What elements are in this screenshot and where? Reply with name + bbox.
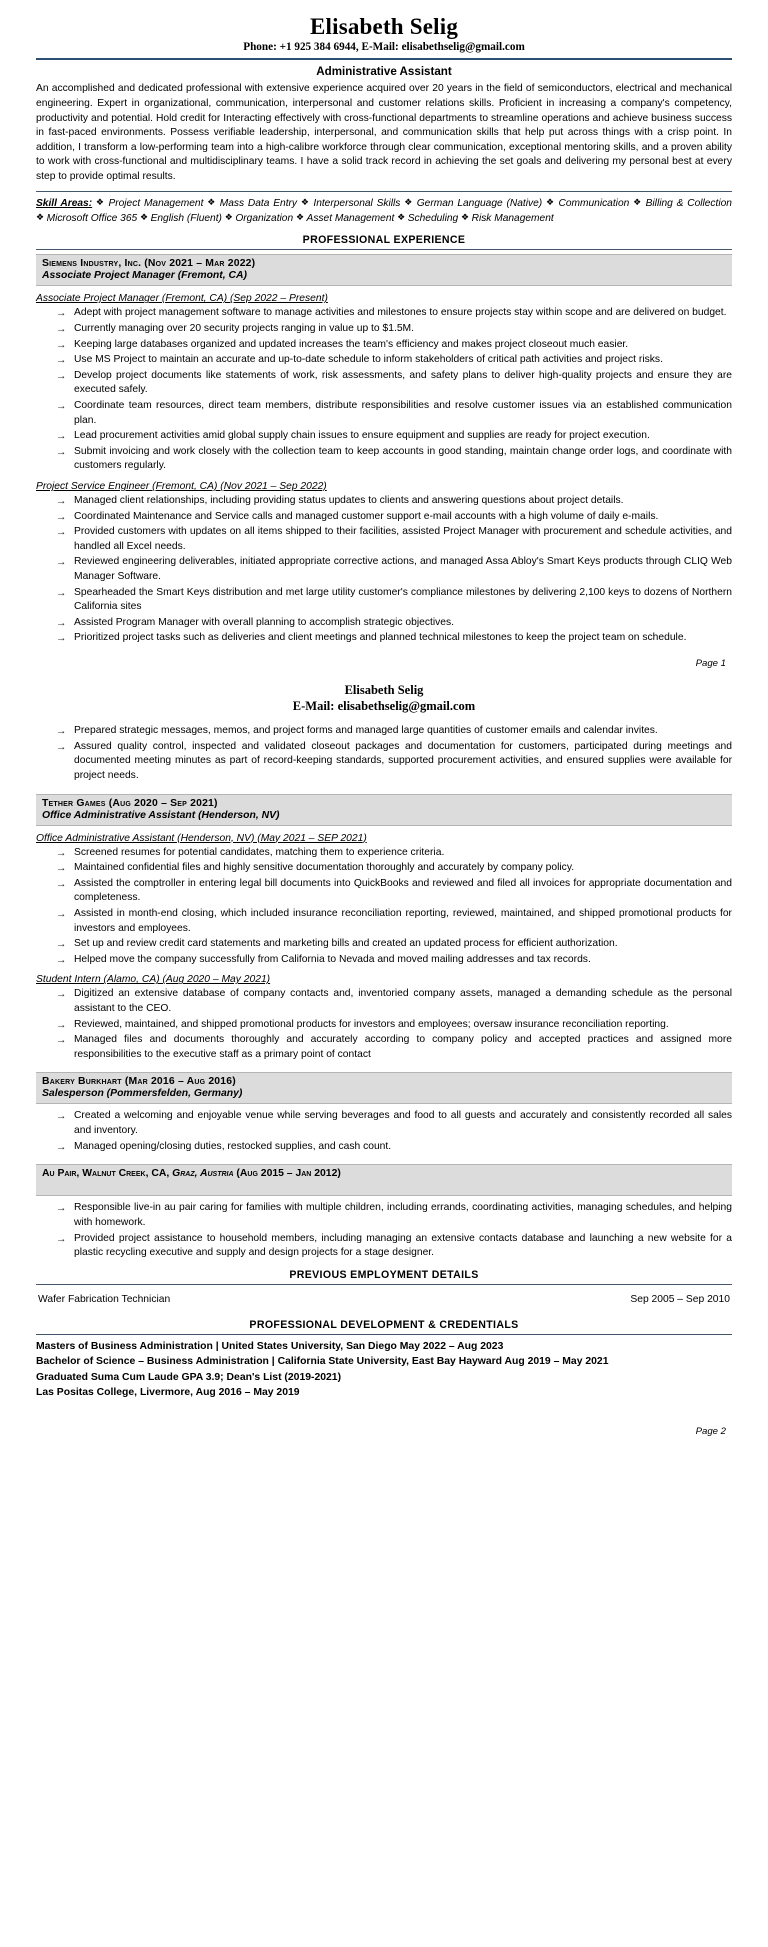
skill-item: ❖ Asset Management bbox=[295, 212, 395, 224]
skill-item: ❖ Communication bbox=[545, 196, 630, 209]
role-bullets bbox=[36, 306, 732, 474]
bullet-item: → Reviewed engineering deliverables, initiated appropriate corrective actions, and managed Assa Abloy's Smart Keys products through CLIQ Web Manager Software. bbox=[56, 555, 732, 584]
contact-line: Phone: +1 925 384 6944, E-Mail: elisabethselig@gmail.com bbox=[243, 41, 525, 54]
company-name-tether: Tether Games (Aug 2020 – Sep 2021) bbox=[42, 797, 218, 809]
page2-email: E-Mail: elisabethselig@gmail.com bbox=[292, 699, 476, 714]
bullet-item: → Provided customers with updates on all items shipped to their facilities, assisted Project Manager with procurement and schedule activities, and handled all Excel needs. bbox=[56, 525, 732, 554]
professional-summary: An accomplished and dedicated professional with extensive experience acquired over 20 years in the field of semiconductors, electrical and mechanical engineering. Expert in organizational, communication, interpersonal and customer relations skills. Proficient in increasing a company's competency, productivity and potential. Hold credit for Interacting effectively with cross-functional departments to streamline operations and achieve business success in fast-paced environments. Possess verifiable leadership, interpersonal, and communication skills that help put across things with a crisp point. In addition, I transform a low-performing team into a high-calibre workforce through clear communication, exceptional mentoring skills, and a proven ability to work with cross-functional and multidisciplinary teams. I have a solid track record in achieving the set goals and delivering my personal best at every step to provide optimal results. bbox=[36, 83, 732, 183]
company-name-siemens: Siemens Industry, Inc. (Nov 2021 – Mar 2022) bbox=[42, 258, 256, 270]
role-heading: Project Service Engineer (Fremont, CA) (Nov 2021 – Sep 2022) bbox=[36, 481, 327, 492]
skill-item: ❖ English (Fluent) bbox=[140, 212, 222, 224]
table-row bbox=[36, 1289, 732, 1311]
previous-employment-divider bbox=[36, 1284, 732, 1285]
bullet-item: → Develop project documents like statements of work, risk assessments, and safety plans to deliver high-quality projects and ensure they are executed safely. bbox=[56, 369, 732, 398]
previous-position: Wafer Fabrication Technician bbox=[38, 1293, 171, 1305]
role-bullets bbox=[36, 1109, 732, 1154]
bullet-item: → Reviewed, maintained, and shipped promotional products for investors and employees; oversaw insurance reconciliation reporting. bbox=[56, 1018, 732, 1033]
bullet-item: → Maintained confidential files and highly sensitive documentation thoroughly and accurately by company policy. bbox=[56, 861, 732, 876]
education-line: Masters of Business Administration | United States University, San Diego May 2022 – Aug 2023 bbox=[36, 1340, 504, 1352]
diamond-bullet-icon: ❖ bbox=[545, 196, 559, 207]
bullet-item: → Adept with project management software to manage activities and milestones to ensure projects stay within scope and are delivered on budget. bbox=[56, 306, 732, 321]
company-band-aupair bbox=[36, 1164, 732, 1196]
bullet-item: → Keeping large databases organized and updated increases the team's efficiency and makes project closeout much easier. bbox=[56, 338, 732, 353]
role-heading: Associate Project Manager (Fremont, CA) (Sep 2022 – Present) bbox=[36, 293, 328, 305]
bullet-item: → Coordinated Maintenance and Service calls and managed customer support e-mail accounts with a high volume of daily e-mails. bbox=[56, 510, 732, 525]
skill-item: ❖ Interpersonal Skills bbox=[300, 196, 401, 209]
skill-item: ❖ Organization bbox=[224, 212, 294, 224]
diamond-bullet-icon: ❖ bbox=[224, 212, 236, 222]
education-list bbox=[36, 1339, 732, 1401]
skill-item: ❖ Mass Data Entry bbox=[207, 196, 298, 209]
target-job-title: Administrative Assistant bbox=[316, 65, 452, 79]
bullet-item: → Currently managing over 20 security projects ranging in value up to $1.5M. bbox=[56, 322, 732, 337]
previous-dates: Sep 2005 – Sep 2010 bbox=[630, 1293, 730, 1305]
aupair-location-italic: Graz, Austria bbox=[172, 1168, 234, 1180]
skill-areas-items bbox=[36, 198, 732, 224]
education-line: Bachelor of Science – Business Administration | California State University, East Bay Hayward Aug 2019 – May 2021 bbox=[36, 1356, 609, 1368]
bullet-item: → Managed files and documents thoroughly and accurately according to company policy and accepted practices and assigned more responsibilities to the executive staff as a primary point of contact bbox=[56, 1033, 732, 1062]
section-heading-previous-employment: PREVIOUS EMPLOYMENT DETAILS bbox=[289, 1268, 479, 1281]
bullet-item: → Provided project assistance to household members, including managing an extensive contacts database and launching a new website for a plastic recycling executive and supply and design projects for a stage designer. bbox=[56, 1232, 732, 1261]
role-heading: Office Administrative Assistant (Henderson, NV) (May 2021 – SEP 2021) bbox=[36, 832, 367, 844]
bullet-item: → Digitized an extensive database of company contacts and, inventoried company assets, managed a demanding schedule as the personal assistant to the CEO. bbox=[56, 987, 732, 1016]
bullet-item: → Use MS Project to maintain an accurate and up-to-date schedule to inform stakeholders of critical path activities and project risks. bbox=[56, 353, 732, 368]
skill-item: ❖ Project Management bbox=[95, 196, 204, 209]
diamond-bullet-icon: ❖ bbox=[633, 196, 646, 207]
section-heading-development: PROFESSIONAL DEVELOPMENT & CREDENTIALS bbox=[249, 1318, 519, 1331]
skill-item: ❖ Billing & Collection bbox=[633, 196, 732, 209]
bullet-item: → Responsible live-in au pair caring for families with multiple children, including errands, coordinating activities, managing schedules, and helping with homework. bbox=[56, 1201, 732, 1230]
diamond-bullet-icon: ❖ bbox=[95, 196, 109, 207]
spacer bbox=[36, 1400, 732, 1416]
diamond-bullet-icon: ❖ bbox=[207, 196, 220, 207]
bullet-item: → Prioritized project tasks such as deliveries and client meetings and planned technical milestones to keep the project team on schedule. bbox=[56, 631, 732, 646]
skills-divider bbox=[36, 191, 732, 192]
page-footer: Page 1 bbox=[695, 658, 726, 670]
company-name-bakery: Bakery Burkhart (Mar 2016 – Aug 2016) bbox=[42, 1076, 236, 1088]
aupair-dates: (Aug 2015 – Jan 2012) bbox=[233, 1168, 341, 1180]
company-role-tether: Office Administrative Assistant (Henderson, NV) bbox=[42, 809, 280, 821]
skill-areas-label: Skill Areas: bbox=[36, 197, 93, 209]
company-role-bakery: Salesperson (Pommersfelden, Germany) bbox=[42, 1088, 243, 1100]
page-footer: Page 2 bbox=[695, 1426, 726, 1438]
aupair-prefix: Au Pair, Walnut Creek, CA, bbox=[42, 1168, 173, 1180]
spacer bbox=[36, 1156, 732, 1164]
education-line: Las Positas College, Livermore, Aug 2016 – May 2019 bbox=[36, 1386, 300, 1398]
role-bullets bbox=[36, 494, 732, 646]
role-bullets bbox=[36, 846, 732, 968]
skill-item: ❖ Scheduling bbox=[397, 212, 459, 224]
bullet-item: → Assisted Program Manager with overall planning to accomplish strategic objectives. bbox=[56, 616, 732, 631]
skill-areas bbox=[36, 196, 732, 227]
education-line: Graduated Suma Cum Laude GPA 3.9; Dean's List (2019-2021) bbox=[36, 1371, 342, 1383]
diamond-bullet-icon: ❖ bbox=[295, 212, 307, 222]
bullet-item: → Managed client relationships, including providing status updates to clients and answering questions about project details. bbox=[56, 494, 732, 509]
spacer bbox=[36, 1064, 732, 1072]
skill-item: ❖ Microsoft Office 365 bbox=[36, 212, 138, 224]
page2-name: Elisabeth Selig bbox=[344, 683, 424, 698]
diamond-bullet-icon: ❖ bbox=[140, 212, 151, 222]
continued-bullets bbox=[36, 724, 732, 783]
bullet-item: → Assisted the comptroller in entering legal bill documents into QuickBooks and reviewed and filed all invoices for appropriate documentation and completeness. bbox=[56, 877, 732, 906]
company-role-siemens: Associate Project Manager (Fremont, CA) bbox=[42, 270, 247, 282]
role-bullets bbox=[36, 1201, 732, 1260]
company-band-bakery bbox=[36, 1072, 732, 1104]
header-divider bbox=[36, 58, 732, 60]
bullet-item: → Helped move the company successfully from California to Nevada and moved mailing addresses and tax records. bbox=[56, 953, 732, 968]
company-name-aupair bbox=[42, 1168, 726, 1179]
bullet-item: → Assisted in month-end closing, which included insurance reconciliation reporting, reviewed, maintained, and shipped promotional products for investors and employees. bbox=[56, 907, 732, 936]
skill-item: ❖ Risk Management bbox=[461, 212, 554, 224]
diamond-bullet-icon: ❖ bbox=[300, 196, 314, 207]
company-band-tether bbox=[36, 794, 732, 826]
bullet-item: → Created a welcoming and enjoyable venue while serving beverages and food to all guests and accurately and consistently recorded all sales and inventory. bbox=[56, 1109, 732, 1138]
experience-divider bbox=[36, 249, 732, 250]
bullet-item: → Spearheaded the Smart Keys distribution and met large utility customer's compliance milestones by delivering 2,100 keys to dozens of Northern California sites bbox=[56, 586, 732, 615]
bullet-item: → Lead procurement activities amid global supply chain issues to ensure equipment and supplies are ready for project execution. bbox=[56, 429, 732, 444]
bullet-item: → Prepared strategic messages, memos, and project forms and managed large quantities of customer emails and calendar invites. bbox=[56, 724, 732, 739]
bullet-item: → Coordinate team resources, direct team members, distribute responsibilities and resolve customer issues via an established communication plan. bbox=[56, 399, 732, 428]
diamond-bullet-icon: ❖ bbox=[461, 212, 472, 222]
diamond-bullet-icon: ❖ bbox=[397, 212, 408, 222]
skill-item: ❖ German Language (Native) bbox=[404, 196, 543, 209]
bullet-item: → Screened resumes for potential candidates, matching them to experience criteria. bbox=[56, 846, 732, 861]
company-band-siemens bbox=[36, 254, 732, 286]
diamond-bullet-icon: ❖ bbox=[404, 196, 417, 207]
development-divider bbox=[36, 1334, 732, 1335]
bullet-item: → Managed opening/closing duties, restocked supplies, and cash count. bbox=[56, 1140, 732, 1155]
role-bullets bbox=[36, 987, 732, 1062]
section-heading-experience: PROFESSIONAL EXPERIENCE bbox=[302, 234, 466, 247]
role-heading: Student Intern (Alamo, CA) (Aug 2020 – May 2021) bbox=[36, 974, 271, 986]
page-title: Elisabeth Selig bbox=[309, 14, 459, 39]
bullet-item: → Set up and review credit card statements and marketing bills and created an updated process for efficient authorization. bbox=[56, 937, 732, 952]
diamond-bullet-icon: ❖ bbox=[36, 212, 47, 222]
bullet-item: → Assured quality control, inspected and validated closeout packages and documentation for customers, participated during meetings and documented meeting minutes as part of record-keeping standards, supported procurement activities, and ensured supplies were available for project needs. bbox=[56, 740, 732, 784]
spacer bbox=[36, 786, 732, 794]
bullet-item: → Submit invoicing and work closely with the collection team to keep accounts in good standing, maintain change order logs, and coordinate with customers regularly. bbox=[56, 445, 732, 474]
